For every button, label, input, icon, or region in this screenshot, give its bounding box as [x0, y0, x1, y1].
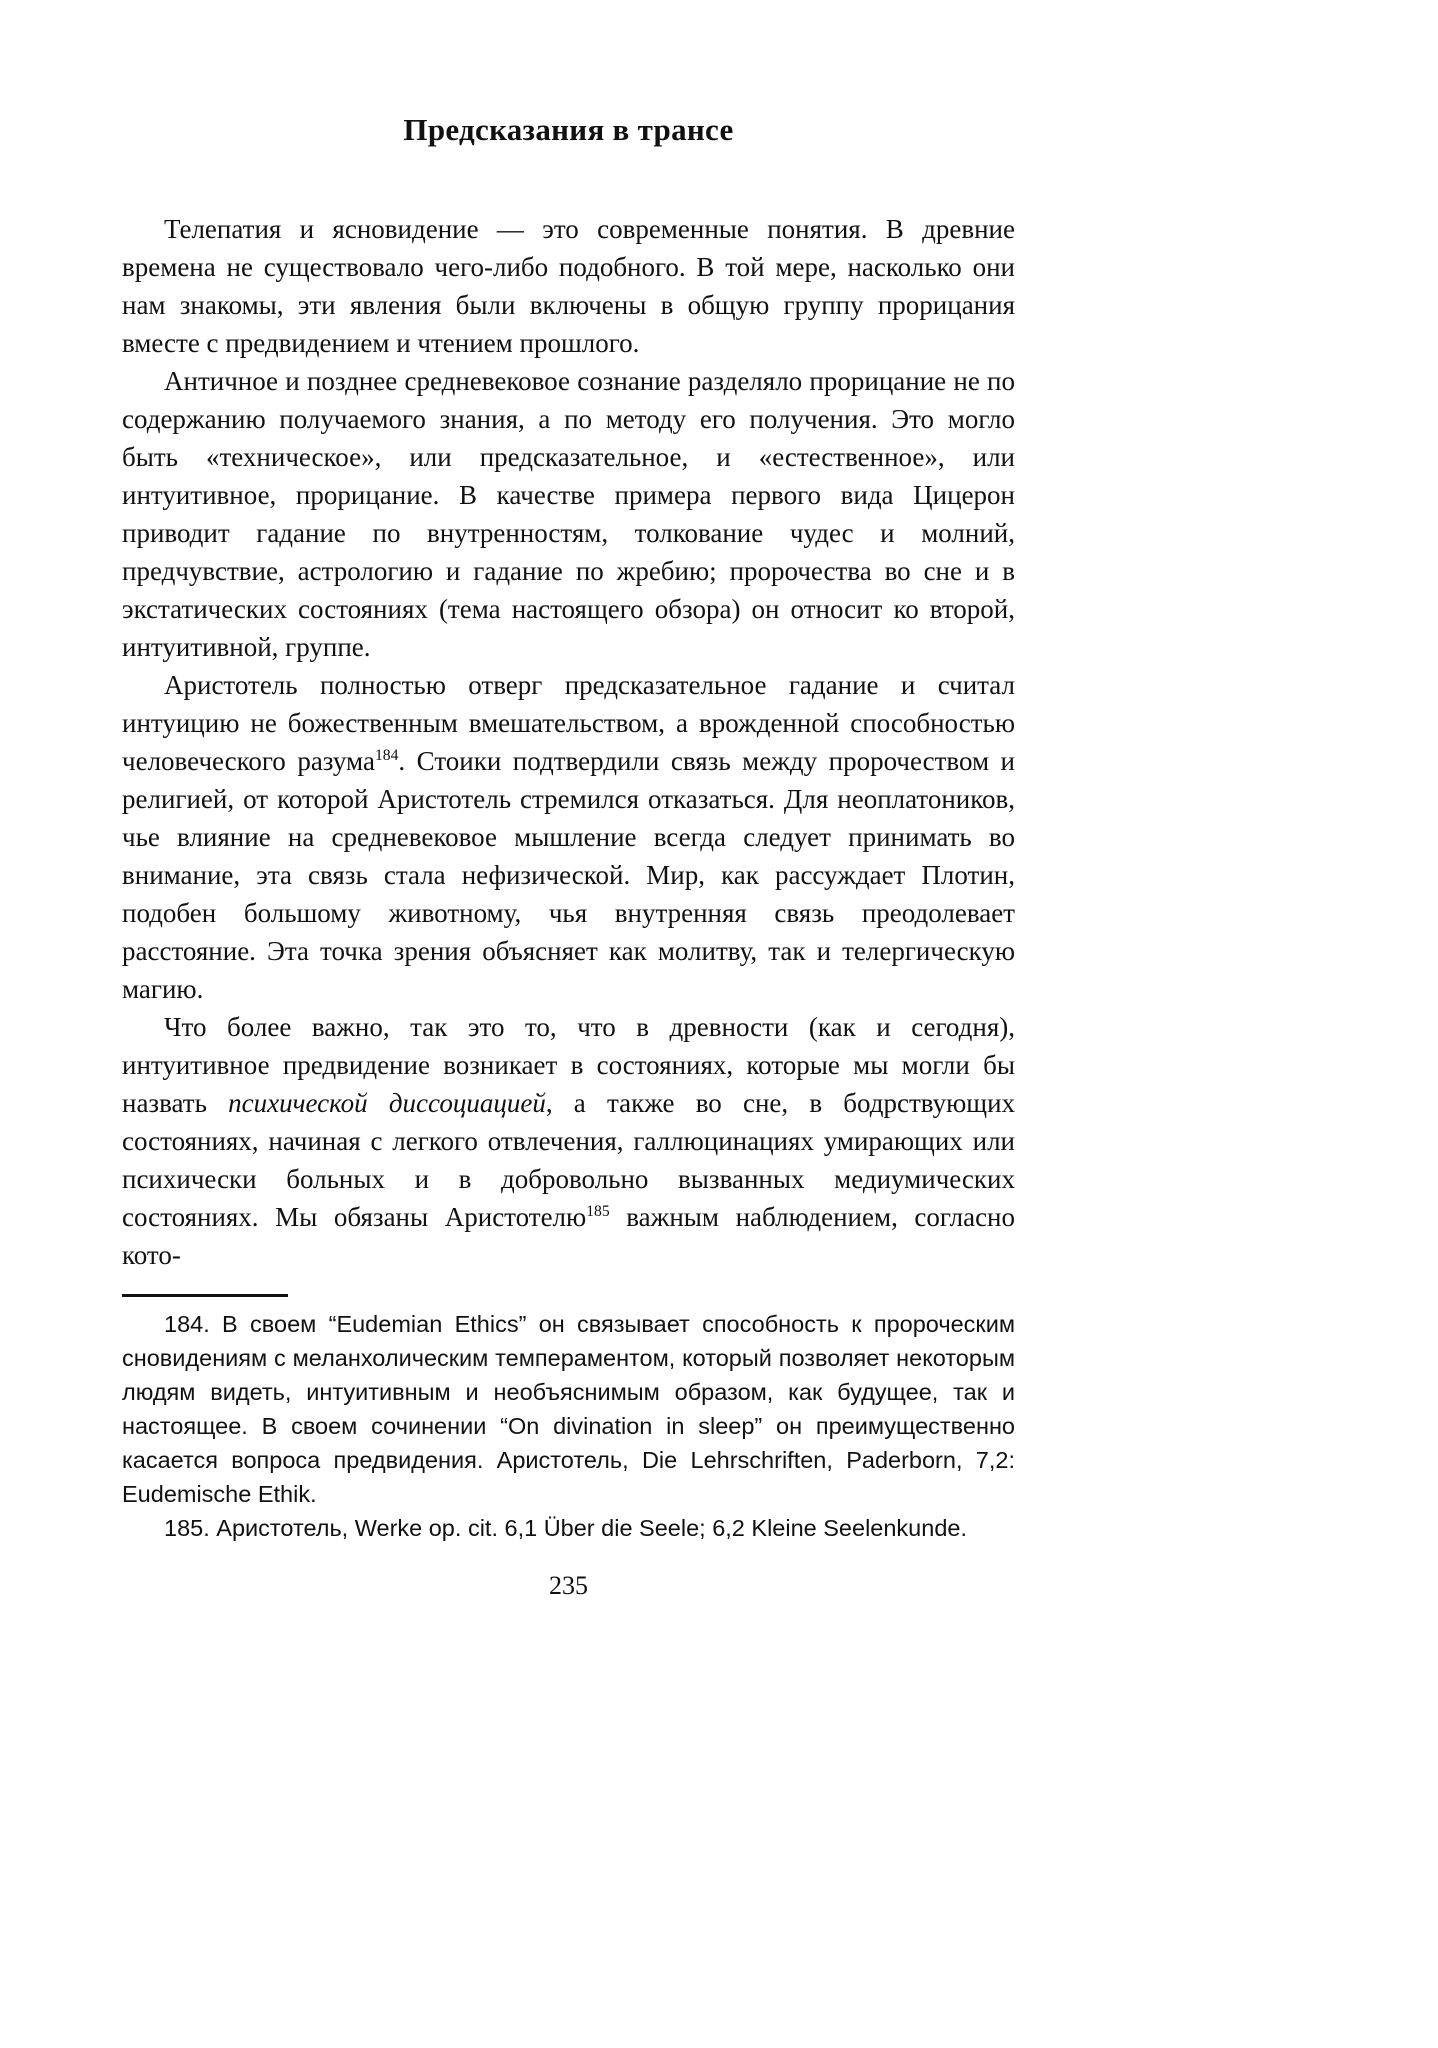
page-content [122, 112, 1015, 1601]
paragraph-4-text-continued: , а также во сне, в бодрствующих состояниях, начиная с легкого отвлечения, галлюцинациях умирающих или психически больных и в добровольно вызванных медиумических состояниях. Мы обязаны Аристотелю [122, 1088, 1016, 1232]
paragraph-4-text: Что более важно, так это то, что в древности (как и сегодня), интуитивное предвидение возникает в состояниях, которые мы могли бы назвать [122, 1012, 1015, 1118]
paragraph-4-text-end: важным наблюдением, согласно кото- [122, 1202, 1016, 1270]
footnote-ref-184: 184 [374, 747, 399, 764]
footnote-separator [122, 1294, 288, 1297]
paragraph-3-text: Аристотель полностью отверг предсказательное гадание и считал интуицию не божественным вмешательством, а врожденной способностью человеческого разума [122, 670, 1015, 776]
body-paragraph-1: Телепатия и ясновидение — это современные понятия. В древние времена не существовало чего-либо подобного. В той мере, насколько они нам знакомы, эти явления были включены в общую группу прорицания вместе с предвидением и чтением прошлого. [122, 214, 1015, 358]
paragraph-4-italic-phrase: психической диссоциацией [228, 1088, 546, 1118]
page-number: 235 [549, 1571, 588, 1600]
footnote-184: 184. В своем “Eudemian Ethics” он связывает способность к пророческим сновидениям с меланхолическим темпераментом, который позволяет некоторым людям видеть, интуитивным и необъяснимым образом, как будущее, так и настоящее. В своем сочинении “On divination in sleep” он преимущественно касается вопроса предвидения. Аристотель, Die Lehrschriften, Paderborn, 7,2: Eudemische Ethik. [122, 1311, 1015, 1507]
body-paragraph-4 [122, 1008, 1015, 1274]
footnote-ref-185: 185 [586, 1203, 610, 1220]
body-paragraph-2: Античное и позднее средневековое сознание разделяло прорицание не по содержанию получаемого знания, а по методу его получения. Это могло быть «техническое», или предсказательное, и «естественное», или интуитивное, прорицание. В качестве примера первого вида Цицерон приводит гадание по внутренностям, толкование чудес и молний, предчувствие, астрологию и гадание по жребию; пророчества во сне и в экстатических состояниях (тема настоящего обзора) он относит ко второй, интуитивной, группе. [122, 366, 1015, 662]
paragraph-3-text-continued: . Стоики подтвердили связь между пророчеством и религией, от которой Аристотель стремился отказаться. Для неоплатоников, чье влияние на средневековое мышление всегда следует принимать во внимание, эта связь стала нефизической. Мир, как рассуждает Плотин, подобен большому животному, чья внутренняя связь преодолевает расстояние. Эта точка зрения объясняет как молитву, так и телергическую магию. [122, 746, 1015, 1004]
footnote-185: 185. Аристотель, Werke op. cit. 6,1 Über die Seele; 6,2 Kleine Seelenkunde. [164, 1515, 967, 1541]
footnotes-block [122, 1307, 1015, 1545]
body-paragraph-3 [122, 666, 1015, 1008]
page-title: Предсказания в трансе [403, 112, 734, 147]
